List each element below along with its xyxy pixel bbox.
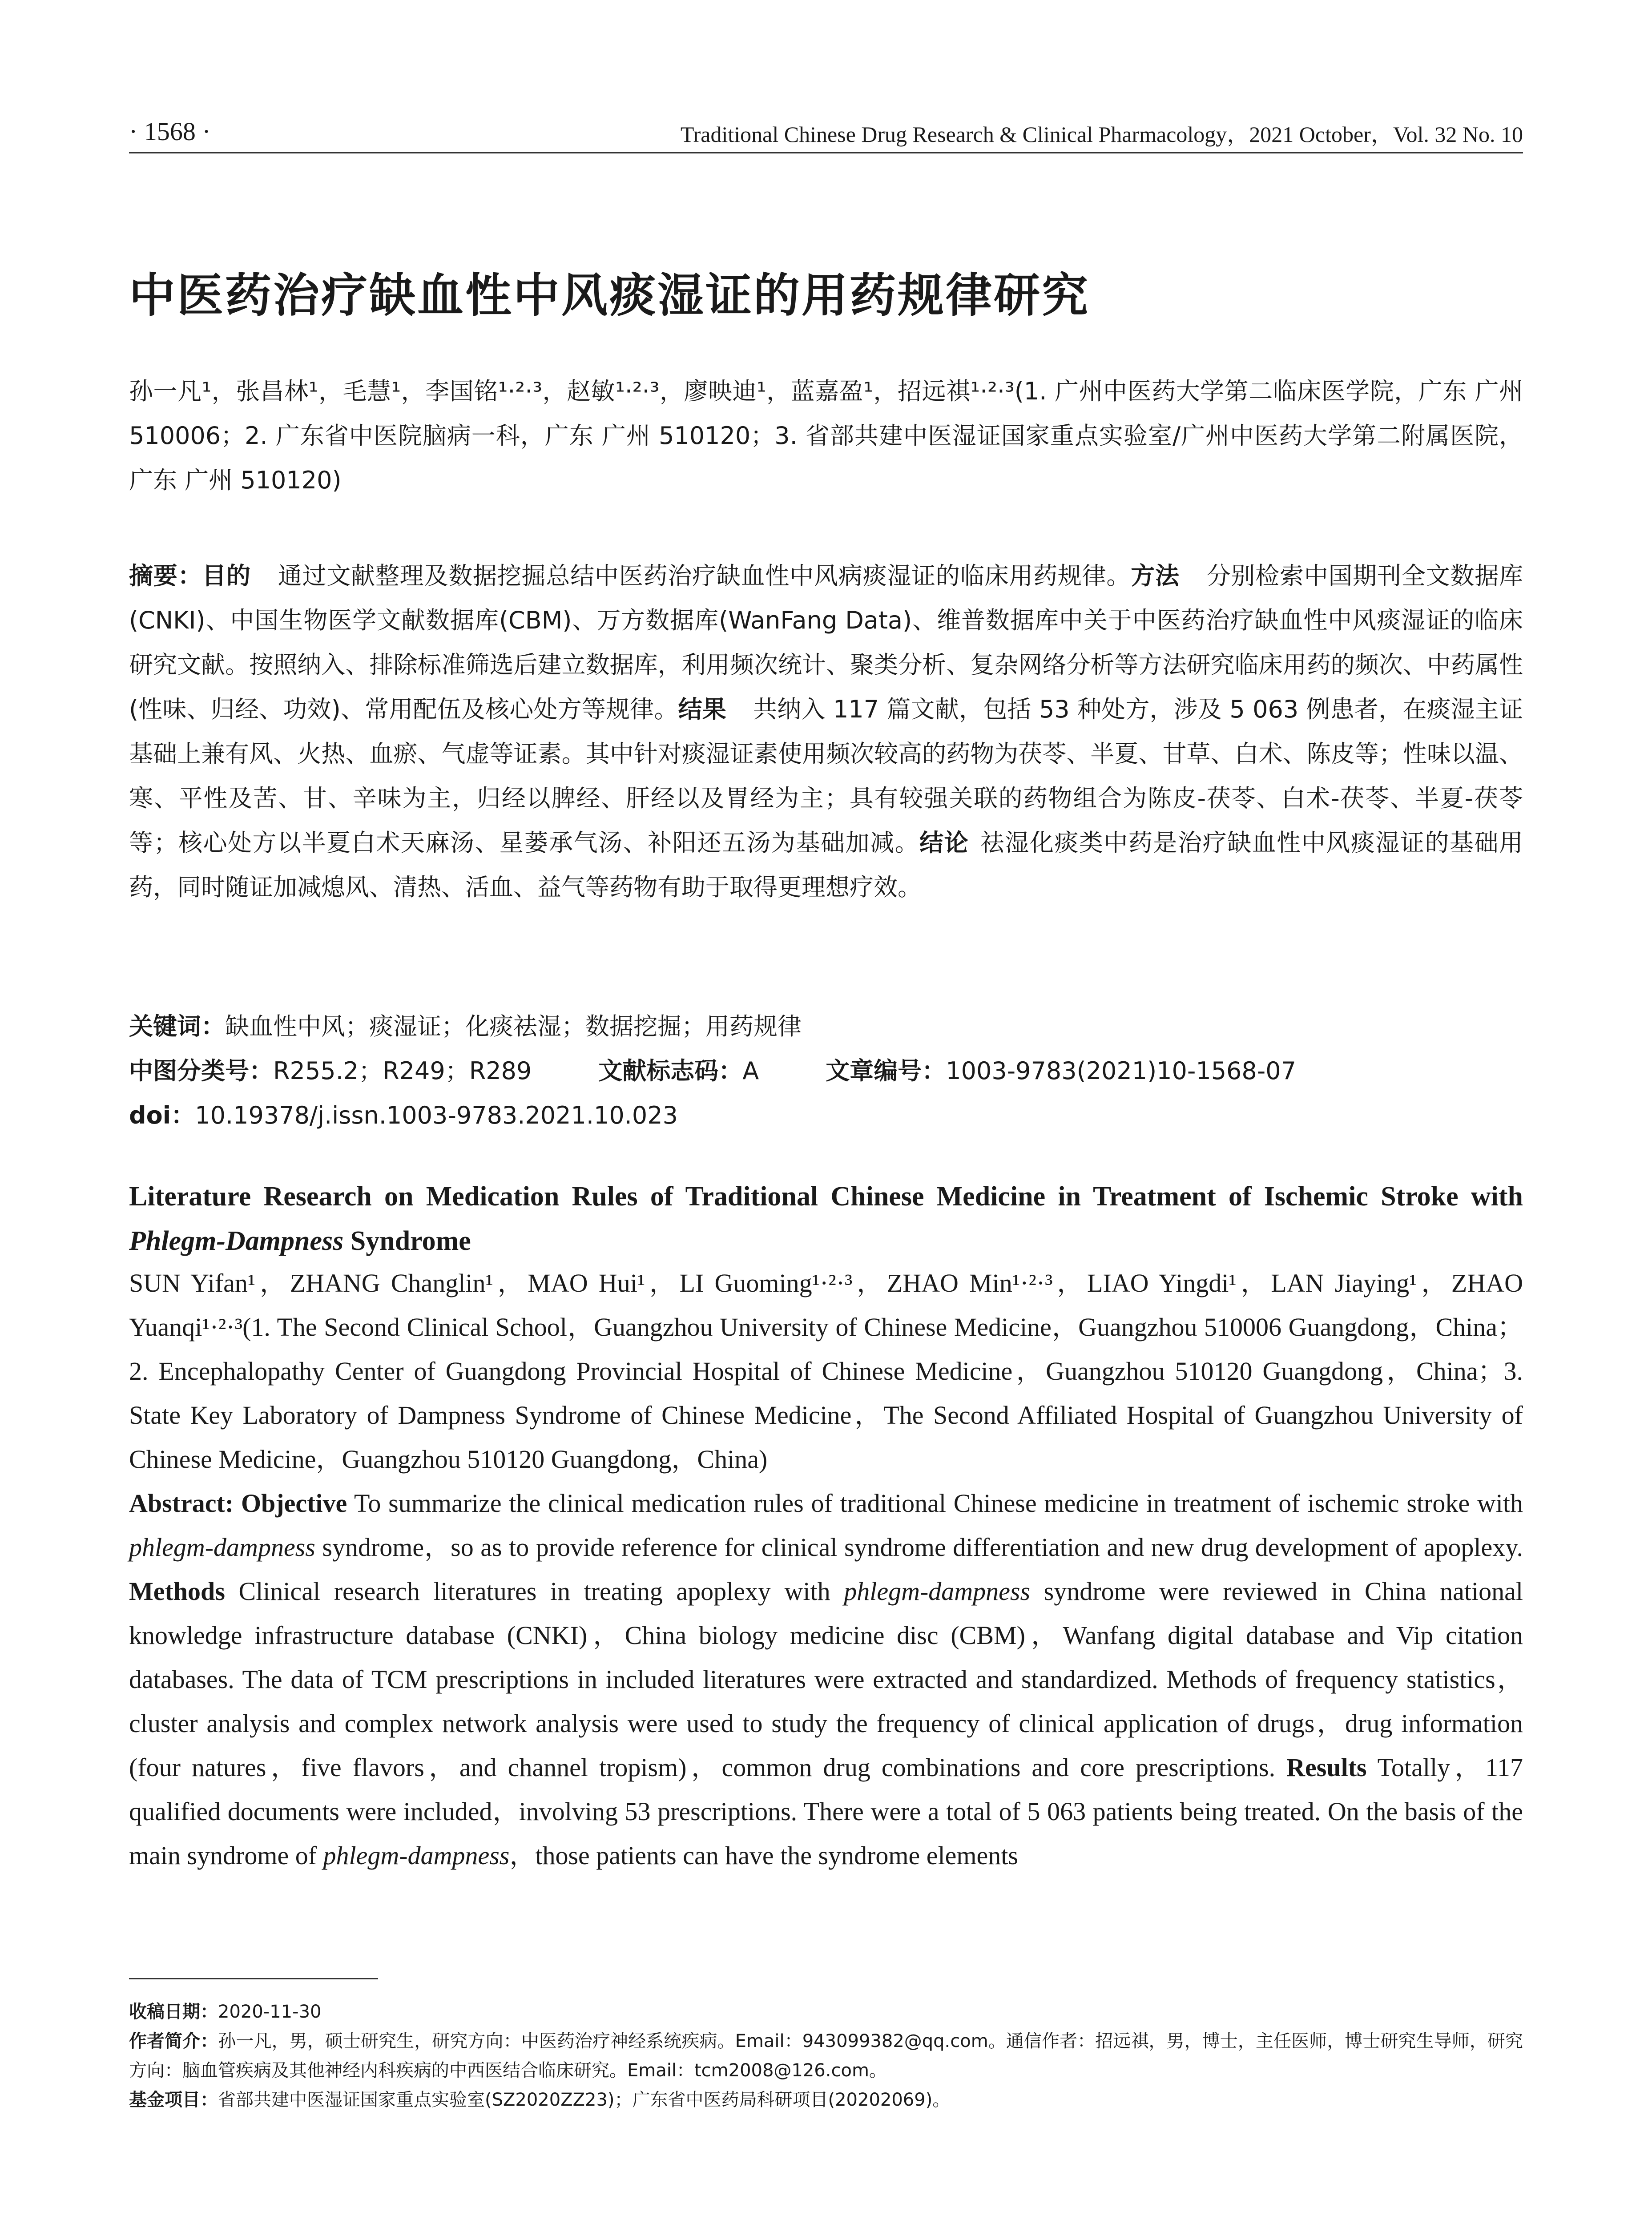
title-en-part1: Literature Research on Medication Rules of Traditional Chinese Medicine in Treatment of Ischemic Stroke with	[129, 1181, 1523, 1212]
footnote-author	[129, 2027, 1523, 2085]
author-names-cn: 孙一凡¹，张昌林¹，毛慧¹，李国铭¹·²·³，赵敏¹·²·³，廖映迪¹，蓝嘉盈¹，招远祺¹·²·³	[129, 377, 1015, 405]
keywords-cn	[129, 1004, 1523, 1049]
conclusion-text-cn: 祛湿化痰类中药是治疗缺血性中风痰湿证的基础用药，同时随证加减熄风、清热、活血、益气等药物有助于取得更理想疗效。	[129, 829, 1523, 901]
results-label-cn: 结果	[678, 695, 726, 723]
abstract-label-en: Abstract:	[129, 1489, 234, 1518]
page-number: · 1568 ·	[129, 117, 211, 146]
results-text-en-italic: phlegm-dampness	[323, 1841, 510, 1870]
results-text-cn: 共纳入 117 篇文献，包括 53 种处方，涉及 5 063 例患者，在痰湿主证基础上兼有风、火热、血瘀、气虚等证素。其中针对痰湿证素使用频次较高的药物为茯苓、半夏、甘草、白术、陈皮等；性味以温、寒、平性及苦、甘、辛味为主，归经以脾经、肝经以及胃经为主；具有较强关联的药物组合为陈皮-茯苓、白术-茯苓、半夏-茯苓等；核心处方以半夏白术天麻汤、星蒌承气汤、补阳还五汤为基础加减。	[129, 695, 1523, 857]
results-label-en: Results	[1286, 1753, 1367, 1782]
objective-label-cn: 目的	[202, 562, 251, 590]
article-number-label: 文章编号：	[826, 1057, 946, 1085]
clc-value: R255.2；R249；R289	[273, 1057, 532, 1085]
authors-chinese	[129, 369, 1523, 503]
abstract-english	[129, 1481, 1523, 1878]
fund-label: 基金项目：	[129, 2090, 218, 2110]
doi-value: 10.19378/j.issn.1003-9783.2021.10.023	[195, 1101, 678, 1129]
objective-text-en-1: To summarize the clinical medication rules of traditional Chinese medicine in treatment of ischemic stroke with	[354, 1489, 1523, 1518]
methods-text-cn: 分别检索中国期刊全文数据库(CNKI)、中国生物医学文献数据库(CBM)、万方数据库(WanFang Data)、维普数据库中关于中医药治疗缺血性中风痰湿证的临床研究文献。按照纳入、排除标准筛选后建立数据库，利用频次统计、聚类分析、复杂网络分析等方法研究临床用药的频次、中药属性(性味、归经、功效)、常用配伍及核心处方等规律。	[129, 562, 1523, 723]
title-english	[129, 1174, 1523, 1263]
methods-text-en-1: Clinical research literatures in treating apoplexy with	[238, 1577, 844, 1606]
received-date: 2020-11-30	[218, 2002, 322, 2022]
classification-line	[129, 1049, 1523, 1093]
received-label: 收稿日期：	[129, 2002, 218, 2022]
journal-citation: Traditional Chinese Drug Research & Clinical Pharmacology，2021 October，Vol. 32 No. 10	[680, 122, 1523, 147]
fund-text: 省部共建中医湿证国家重点实验室(SZ2020ZZ23)；广东省中医药局科研项目(20202069)。	[218, 2090, 951, 2110]
clc-label: 中图分类号：	[129, 1057, 273, 1085]
objective-label-en: Objective	[241, 1489, 347, 1518]
running-header	[129, 112, 1523, 153]
results-text-en-2: ，those patients can have the syndrome elements	[509, 1841, 1018, 1870]
objective-text-cn: 通过文献整理及数据挖掘总结中医药治疗缺血性中风病痰湿证的临床用药规律。	[277, 562, 1131, 590]
author-names-en: SUN Yifan¹，ZHANG Changlin¹，MAO Hui¹，LI Guoming¹·²·³，ZHAO Min¹·²·³，LIAO Yingdi¹，LAN Jiaying¹，ZHAO Yuanqi¹·²·³	[129, 1269, 1523, 1342]
footnote-received	[129, 1997, 1523, 2027]
abstract-chinese	[129, 554, 1523, 910]
doc-code-label: 文献标志码：	[598, 1057, 743, 1085]
title-en-italic: Phlegm-Dampness	[129, 1226, 344, 1256]
doc-code-value: A	[742, 1057, 759, 1085]
footnote-divider	[129, 1978, 378, 1979]
methods-label-en: Methods	[129, 1577, 225, 1606]
author-bio-label: 作者简介：	[129, 2031, 218, 2051]
article-number-value: 1003-9783(2021)10-1568-07	[946, 1057, 1296, 1085]
footnotes	[129, 1997, 1523, 2115]
doi-line	[129, 1093, 1523, 1138]
methods-label-cn: 方法	[1131, 562, 1180, 590]
affiliations-cn: (1. 广州中医药大学第二临床医学院，广东 广州 510006；2. 广东省中医院脑病一科，广东 广州 510120；3. 省部共建中医湿证国家重点实验室/广州中医药大学第二附属医院，广东 广州 510120)	[129, 377, 1523, 494]
objective-text-en-2: syndrome，so as to provide reference for clinical syndrome differentiation and new drug development of apoplexy.	[315, 1533, 1523, 1562]
methods-text-en-2: syndrome were reviewed in China national knowledge infrastructure database (CNKI)，China biology medicine disc (CBM)，Wanfang digital database and Vip citation databases. The data of TCM prescriptions in included literatures were extracted and standardized. Methods of frequency statistics，cluster analysis and complex network analysis were used to study the frequency of clinical application of drugs，drug information (four natures，five flavors，and channel tropism)，common drug combinations and core prescriptions.	[129, 1577, 1523, 1782]
objective-text-en-italic: phlegm-dampness	[129, 1533, 315, 1562]
methods-text-en-italic: phlegm-dampness	[844, 1577, 1031, 1606]
results-text-en-1: Totally，117 qualified documents were included，involving 53 prescriptions. There were a total of 5 063 patients being treated. On the basis of the main syndrome of	[129, 1753, 1523, 1870]
title-en-part2: Syndrome	[343, 1226, 471, 1256]
keywords-label: 关键词：	[129, 1012, 225, 1040]
authors-english	[129, 1261, 1523, 1481]
author-bio-text: 孙一凡，男，硕士研究生，研究方向：中医药治疗神经系统疾病。Email：943099382@qq.com。通信作者：招远祺，男，博士，主任医师，博士研究生导师，研究方向：脑血管疾病及其他神经内科疾病的中西医结合临床研究。Email：tcm2008@126.com。	[129, 2031, 1523, 2081]
doi-label: doi：	[129, 1101, 195, 1129]
title-chinese: 中医药治疗缺血性中风痰湿证的用药规律研究	[129, 268, 1090, 322]
affiliations-en: (1. The Second Clinical School，Guangzhou University of Chinese Medicine，Guangzhou 510006 Guangdong，China；2. Encephalopathy Center of Guangdong Provincial Hospital of Chinese Medicine，Guangzhou 510120 Guangdong，China；3. State Key Laboratory of Dampness Syndrome of Chinese Medicine，The Second Affiliated Hospital of Guangzhou University of Chinese Medicine，Guangzhou 510120 Guangdong，China)	[129, 1313, 1523, 1474]
keywords-value: 缺血性中风；痰湿证；化痰祛湿；数据挖掘；用药规律	[225, 1012, 802, 1040]
footnote-fund	[129, 2085, 1523, 2115]
abstract-label-cn: 摘要：	[129, 562, 202, 590]
conclusion-label-cn: 结论	[919, 829, 969, 857]
